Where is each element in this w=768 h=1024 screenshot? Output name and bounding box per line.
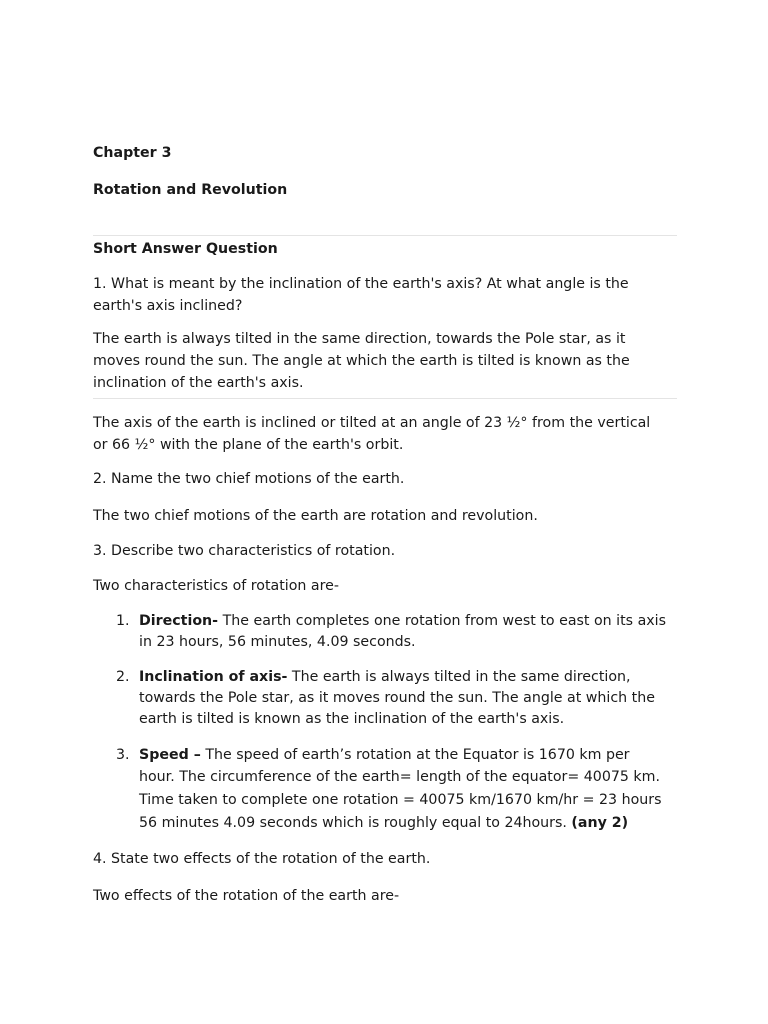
list-item-text: The speed of earth’s rotation at the Equator is 1670 km per [200,747,630,763]
list-item-text: The earth completes one rotation from west to east on its axis [218,613,666,629]
answer-1a-line-1: The earth is always tilted in the same direction, towards the Pole star, as it [93,331,626,347]
question-4: 4. State two effects of the rotation of the earth. [93,851,431,867]
list-item-term: Inclination of axis- [139,669,288,685]
list-item-term: Direction- [139,613,219,629]
answer-1a-line-3: inclination of the earth's axis. [93,375,304,391]
list-item-line: in 23 hours, 56 minutes, 4.09 seconds. [139,634,416,650]
list-item-line: towards the Pole star, as it moves round the sun. The angle at which the [139,690,655,706]
list-item-number: 1. [116,613,130,629]
question-2: 2. Name the two chief motions of the earth. [93,471,405,487]
list-item-line [139,666,631,688]
section-heading: Short Answer Question [93,241,278,257]
list-item-term: Speed – [139,747,201,763]
list-item-line: hour. The circumference of the earth= length of the equator= 40075 km. [139,769,660,785]
answer-3-intro: Two characteristics of rotation are- [93,578,339,594]
list-item-line [139,610,666,632]
answer-2: The two chief motions of the earth are rotation and revolution. [93,508,538,524]
list-item-line [139,744,630,766]
list-item-text: 56 minutes 4.09 seconds which is roughly equal to 24hours. [139,815,572,831]
divider [93,235,677,236]
list-item-text: The earth is always tilted in the same direction, [287,669,631,685]
list-item-line: earth is tilted is known as the inclination of the earth's axis. [139,711,565,727]
list-item-line [139,812,628,834]
chapter-heading: Chapter 3 [93,145,172,161]
question-3: 3. Describe two characteristics of rotation. [93,543,396,559]
answer-1b-line-2: or 66 ½° with the plane of the earth's orbit. [93,437,404,453]
list-item-tag: (any 2) [571,815,629,831]
answer-1b-line-1: The axis of the earth is inclined or tilted at an angle of 23 ½° from the vertical [93,415,651,431]
question-1-line-2: earth's axis inclined? [93,298,243,314]
answer-1a-line-2: moves round the sun. The angle at which the earth is tilted is known as the [93,353,630,369]
question-1-line-1: 1. What is meant by the inclination of the earth's axis? At what angle is the [93,276,629,292]
list-item-line: Time taken to complete one rotation = 40075 km/1670 km/hr = 23 hours [139,792,662,808]
answer-4-intro: Two effects of the rotation of the earth are- [93,888,400,904]
chapter-title: Rotation and Revolution [93,182,288,198]
list-item-number: 2. [116,669,130,685]
list-item-number: 3. [116,747,130,763]
divider [93,398,677,399]
